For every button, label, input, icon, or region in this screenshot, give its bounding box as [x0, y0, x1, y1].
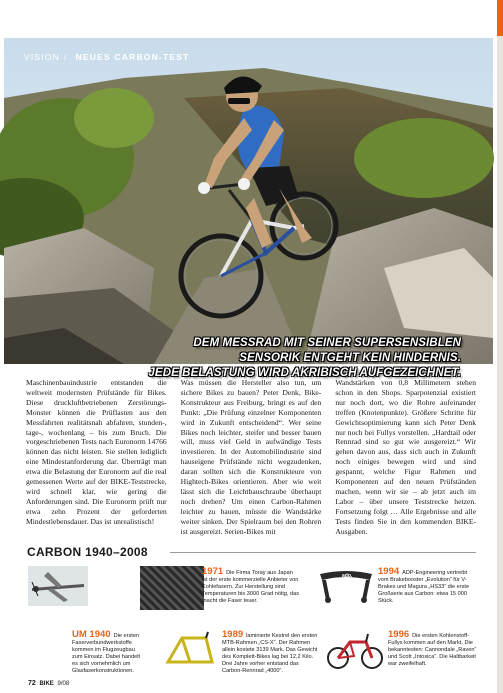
timeline-year: 1989 [222, 629, 244, 640]
page-footer [28, 680, 69, 687]
timeline-text: Die Firma Toray aus Japan ist der erste kommerzielle Anbieter von Kohlefasern. Zur Herstellung sind Temperaturen bis 3000 Grad nötig, das macht die Faser teuer. [202, 570, 300, 604]
article-body [26, 378, 476, 564]
kestrel-frame-image [156, 626, 222, 670]
airplane-icon [28, 566, 88, 606]
timeline-year: 1971 [202, 566, 224, 577]
carbon-fabric-image [140, 566, 204, 610]
timeline-entry-1989 [222, 630, 320, 674]
timeline-text: Die ersten Kohlenstoff-Fullys kommen auf den Markt. Die bekanntesten: Cannondale „Raven“ und Scott „Intoxica“. Die Haltbarkeit war zweifelhaft. [388, 633, 477, 667]
caption-line-2: SENSORIK ENTGEHT KEIN HINDERNIS. [239, 352, 461, 364]
timeline-entry-1940 [72, 630, 146, 674]
bike-frame-icon [156, 626, 222, 670]
timeline-rule [170, 552, 476, 553]
timeline-entry-1971 [202, 567, 300, 605]
article-column-2: Was müssen die Hersteller also tun, um sichere Bikes zu bauen? Peter Denk, Bike-Konstrukteur aus Freiburg, bringt es auf den Punkt: „Die Prüfung einzelner Komponenten wird in Zukunft entscheidend“. Wer seine Bikes noch leichter, steifer und besser bauen will, muss viel Geld in aufwändige Tests investieren. In der Automobilindustrie sind hauseigene Prüfstände nicht wegzudenken, daran sollten sich die Konstrukteure von Hightech-Bikes orientieren. Aber wie weit lässt sich die Leichtbauschraube überhaupt noch drehen? Um einen Carbon-Rahmen leichter zu bauen, müsste die Wandstärke weiter sinken. Der Spielraum bei den Rohren ist ausgereizt. Serien-Bikes mit [180, 378, 322, 536]
kicker-separator: / [64, 52, 68, 62]
timeline-text: ADP-Engineering vertreibt vom Brakebooster „Evolution“ für V-Brakes und Magura „HS33“ die erste Großserie aus Carbon: etwa 15 000 Stück. [378, 570, 470, 604]
timeline-year: 1996 [388, 629, 410, 640]
article-column-1: Maschinenbauindustrie entstanden die weltweit modernsten Prüfstände für Bikes. Diese druckluftbetriebenen Zerstörungs-Monster können die Prüflasten aus den Messfahrten realitätsnah abfahren, stunden-, tage-, wochenlang – bis zum Bruch. Die vorgeschriebenen Tests nach Euronorm 14766 können das nicht leisten. Sie stellen lediglich eine Mindestanforderung dar. Überträgt man etwa die Belastung der Euronorm auf die real gemessenen Werte auf der BIKE-Teststrecke, wird schnell klar, wie gering die Anforderungen sind. Die Euronorm prüft nur etwa zehn Prozent der geforderten Mindestlebensdauer. Das ist unrealistisch! [26, 378, 167, 526]
caption-line-3: JEDE BELASTUNG WIRD AKRIBISCH AUFGEZEICHNET. [148, 367, 461, 379]
brake-booster-icon [316, 566, 376, 606]
bike-icon [324, 626, 386, 670]
timeline-entry-1996 [388, 630, 478, 668]
brake-booster-image [316, 566, 376, 606]
section-title: NEUES CARBON-TEST [75, 52, 190, 62]
timeline-text: Die ersten Faserverbundwerkstoffe kommen im Flugzeugbau zum Einsatz. Dabei handelt es sich vornehmlich um Glasfaserkonstruktionen. [72, 633, 141, 674]
timeline-title: CARBON 1940–2008 [27, 545, 148, 559]
article-column-3: Wandstärken von 0,8 Millimetern stehen schon in den Shops. Sparpotenzial existiert nur noch dort, wo die Rohre aufeinander treffen (Knotenpunkte). Größere Schritte für Gewichtsoptimierung kann sich Peter Denk nur noch bei Fullys vorstellen. „Hardtail oder Rennrad sind so gut wie ausgereizt.“ Wir gehen davon aus, dass sich auch in Zukunft noch einiges bewegen wird und sind gespannt, welche Figur Rahmen und Komponenten auf den neuen Prüfständen machen, wenn wir sie – ab jetzt auch im Labor – über unsere Teststrecke hetzen. Fortsetzung folgt … Alle Ergebnisse und alle Tests finden Sie in den kommenden BIKE-Ausgaben. [335, 378, 477, 536]
issue-number: 9/08 [57, 681, 70, 687]
caption-line-1: DEM MESSRAD MIT SEINER SUPERSENSIBLEN [193, 337, 461, 349]
magazine-name: BIKE [39, 681, 54, 687]
page-edge-tab [497, 0, 503, 36]
mountain-biker-illustration [4, 38, 493, 364]
photo-caption [131, 336, 461, 381]
section-kicker [24, 52, 189, 62]
timeline-year: 1994 [378, 566, 400, 577]
page-edge-strip [497, 0, 503, 693]
brake-booster-label: adp. [342, 573, 353, 579]
full-suspension-bike-image [324, 626, 386, 670]
timeline-year: UM 1940 [72, 629, 111, 640]
timeline-text: laminierte Kestrel den ersten MTB-Rahmen „CS-X“. Der Rahmen allein kostete 3139 Mark. Das Gewicht des Komplett-Bikes lag bei 12,2 Kilo. Drei Jahre vorher entstand das Carbon-Rennrad „4000“. [222, 633, 318, 674]
hero-photo [4, 38, 493, 379]
timeline-entry-1994 [378, 567, 476, 605]
section-label: VISION [24, 52, 61, 62]
page-number: 72 [28, 680, 36, 687]
airplane-image [28, 566, 88, 606]
